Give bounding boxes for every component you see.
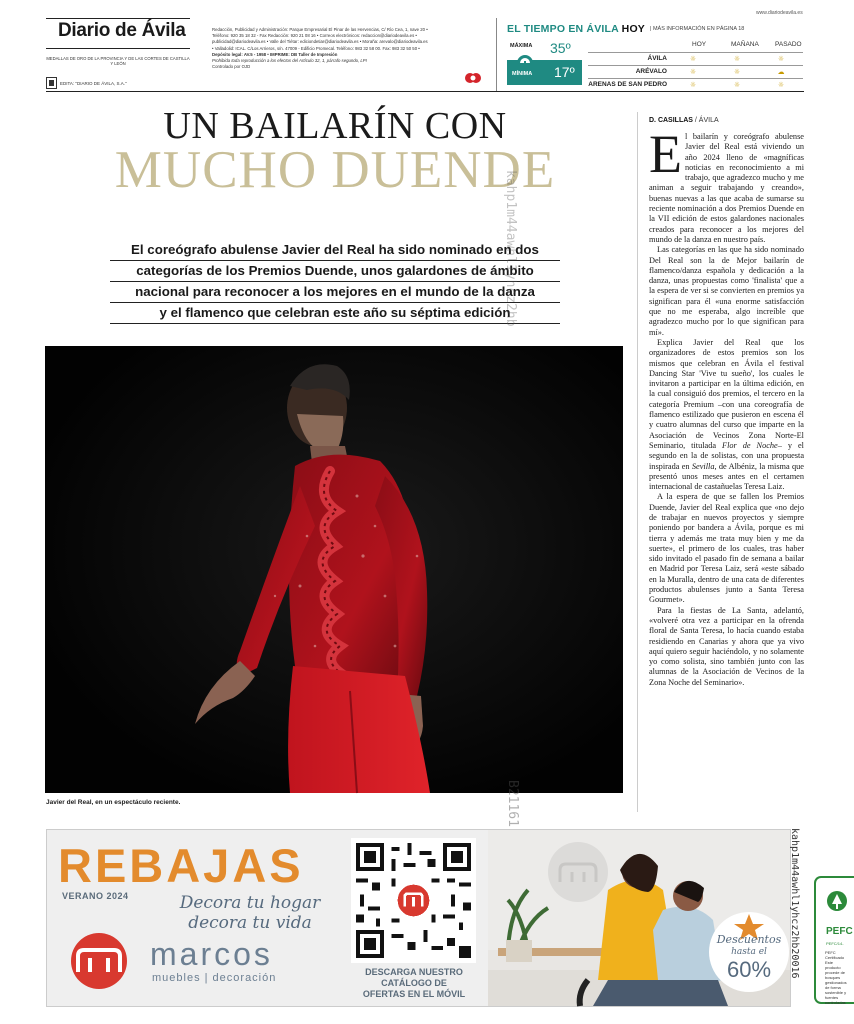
ad-rebajas: REBAJAS <box>58 839 304 892</box>
article-paragraph: Para la fiestas de La Santa, adelantó, «volveré otra vez a participar en la ofrenda floral de Santa Teresa, lo hacía cuando estaba residiendo en Canarias y ahora que ya vivo aquí quiero seguir haciéndolo, y no solamente yo como solista, sino también junto con las alumnas de la Asociación de Vecinos de la Zona Noche del Seminario». <box>649 605 804 687</box>
byline-author: D. CASILLAS <box>649 117 693 124</box>
info-line: Prohibida toda reproducción a los efectos del Artículo 32, 1, párrafo segundo, LPI <box>212 58 367 64</box>
ad-download-line: CATÁLOGO DE <box>381 978 447 988</box>
byline <box>649 117 719 124</box>
edita-row <box>46 76 190 90</box>
info-line: Teléfono: 920 35 18 32 - Fax Redacción: 920 21 08 16 • Correos electrónicos: redaccion@diariodeavila.es • <box>212 33 417 39</box>
pefc-sub: PEFC/14- <box>826 941 844 946</box>
weather-more-info: | MÁS INFORMACIÓN EN PÁGINA 18 <box>650 26 745 32</box>
sun-icon: ☼ <box>689 80 697 89</box>
weather-col-after: PASADO <box>775 41 802 48</box>
article-paragraph <box>649 338 804 492</box>
ad-slogan-line: Decora tu hogar <box>179 893 321 913</box>
ad-verano: VERANO 2024 <box>62 891 129 901</box>
qr-code-icon <box>356 843 471 958</box>
badge-value: 60% <box>726 957 772 982</box>
watermark-side: kahp1m44awhl1yhcz2hb20016 <box>789 828 800 979</box>
badge-line: hasta el <box>731 947 767 957</box>
weather-city: ARÉVALO <box>635 68 667 75</box>
badge-line: Descuentos <box>716 933 782 946</box>
ad-download-line: OFERTAS EN EL MÓVIL <box>362 989 466 999</box>
newspaper-logo[interactable]: Diario de Ávila <box>58 20 186 41</box>
watermark-mid: B21161 <box>505 780 520 827</box>
article-paragraph: A la espera de que se fallen los Premios Duende, Javier del Real explica que «no dejo de trabajar en nuevos proyectos y siempre poniendo por bandera a Ávila, porque es mi tierra y además me trata muy bien y me da suerte», el primero de los cuales, tras haber sido invitado el pasado fin de semana a bailar en Madrid por Teresa Laiz, será «este sábado en la Muralla, dentro de una cata de diferentes productos abulenses junto a Santa Teresa Gourmet». <box>649 492 804 605</box>
sun-icon: ☼ <box>777 80 785 89</box>
sun-icon: ☼ <box>733 54 741 63</box>
pefc-text: PEFC Certificado Este producto procede de bosques gestionados de forma sostenible y fuentes controladas <box>825 950 847 1005</box>
photo-caption: Javier del Real, en un espectáculo reciente. <box>46 799 181 806</box>
work-title: Flor de Noche <box>722 440 778 450</box>
site-url[interactable]: www.diariodeavila.es <box>756 10 803 16</box>
weather-row <box>588 65 803 77</box>
paragraph-text: Explica Javier del Real que los organizadores de estos premios son los mismos que celebran en Ávila el festival Dancing Star 'Vive tu sueño', los cuales le invitaron a participar en la última edición, en la cual consiguió dos premios, el tercero en la categoría Premium –con una coreografía de flamenco estilizado que pusieron en escena él y cuatro alumnas del curso que imparte en la Asociación de Vecinos Zona Norte-El Seminario, titulada <box>649 337 804 450</box>
subhead-line: nacional para reconocer a los mejores en el mundo de la danza <box>110 282 560 303</box>
weather-row <box>588 52 803 64</box>
marcos-logo-icon <box>60 932 138 990</box>
header-bottom-rule <box>46 91 804 92</box>
paragraph-text: , de Albéniz, la misma que presentó unos meses antes en el certamen internacional de castañuelas Teresa Laiz. <box>649 461 804 492</box>
qr-code[interactable] <box>351 838 476 963</box>
cloud-sun-icon: ☁ <box>777 67 785 76</box>
subhead-line: categorías de los Premios Duende, unos galardones de ámbito <box>110 261 560 282</box>
sun-icon: ☼ <box>777 54 785 63</box>
pefc-tree-icon <box>826 890 848 920</box>
weather-min-value: 17º <box>554 64 575 80</box>
weather-city: ARENAS DE SAN PEDRO <box>588 81 667 88</box>
ad-download-text <box>340 967 488 1000</box>
ad-slogan <box>160 893 340 933</box>
weather-max-label: MÁXIMA <box>510 43 533 49</box>
weather-today-label: HOY <box>621 23 646 35</box>
discount-badge <box>707 910 791 994</box>
ad-download-line: DESCARGA NUESTRO <box>365 967 463 977</box>
header-divider <box>496 18 497 92</box>
weather-city: ÁVILA <box>647 55 667 62</box>
byline-place: / ÁVILA <box>694 117 719 124</box>
edita-text: EDITA: "DIARIO DE ÁVILA, S.A." <box>60 80 127 86</box>
weather-max-value: 35º <box>550 40 571 56</box>
headline-line1: UN BAILARÍN CON <box>163 105 507 147</box>
info-line: • Valladolid: ICAL. C/Los Arrieros, s/n. 47009 - Edificio Promecal. Teléfono: 983 32 58 00. Fax: 983 32 50 50 • <box>212 45 420 51</box>
weather-title <box>507 23 645 35</box>
info-line: Depósito legal: AV.5 - 1958 • IMPRIME: DB Taller de Impresión <box>212 51 338 57</box>
ojd-logo-icon <box>464 72 482 84</box>
column-rule <box>637 112 638 812</box>
subhead-line: El coreógrafo abulense Javier del Real ha sido nominado en dos <box>110 240 560 261</box>
medals-text: MEDALLAS DE ORO DE LA PROVINCIA Y DE LAS CORTES DE CASTILLA Y LEÓN <box>46 56 190 66</box>
watermark-top: kahp1m44awhl1yhcz2hb <box>503 170 518 327</box>
building-icon <box>46 77 57 89</box>
info-line: Redacción, Publicidad y Administración: Parque Empresarial El Pinar de las Hervencias, C/ Río Cea, 1, nave 20 • <box>212 27 428 32</box>
article-paragraph <box>649 124 804 245</box>
sun-icon: ☼ <box>689 67 697 76</box>
ad-slogan-line: decora tu vida <box>188 913 312 933</box>
article-paragraph: Las categorías en las que ha sido nominado Del Real son la de Mejor bailarín de flamenco/danza española y dedicación a la danza, unas propuestas como 'finalista' que a la espera de ver si se convierten en premios ya significan para él «una enorme satisfacción que no me esperaba, algo increíble que agradezco mucho por lo que significan para mí». <box>649 245 804 337</box>
pefc-label: PEFC <box>826 926 853 937</box>
weather-col-today: HOY <box>692 41 707 48</box>
sun-icon: ☼ <box>733 80 741 89</box>
logo-rule-bottom <box>46 48 190 49</box>
masthead-info <box>212 27 488 70</box>
dancer-illustration <box>45 346 623 793</box>
weather-col-tomorrow: MAÑANA <box>731 41 759 48</box>
subhead <box>110 240 560 324</box>
weather-row <box>588 78 803 90</box>
subhead-line: y el flamenco que celebran este año su séptima edición <box>110 303 560 324</box>
weather-min-label: MÍNIMA <box>512 71 533 77</box>
ad-brand-sub: muebles | decoración <box>152 972 277 984</box>
ad-brand: marcos <box>150 936 273 972</box>
headline-line2: MUCHO DUENDE <box>114 141 556 199</box>
dancer-photo <box>45 346 623 793</box>
sun-icon: ☼ <box>733 67 741 76</box>
info-line: publicidad@diariodeavila.es • Valle del Tiétar: ediciondetiar@diariodeavila.es • Moraña: arevalo@diariodeavila.es <box>212 39 428 45</box>
paragraph-text: – y el segundo en la de solistas, con una propuesta inspirada en <box>649 440 804 471</box>
paragraph-text: l bailarín y coreógrafo abulense Javier del Real está viviendo un año 2024 lleno de «magníficas noticias en reconocimiento a mi trabajo, que agradezco mucho y me animan a seguir trabajando y creando», buenas nuevas a las que acaba de sumarse su reciente nominación a dos Premios Duende en la VII edición de estos galardones nacionales creados para reconocer a los mejores del mundo de la danza en nuestro país. <box>649 132 804 244</box>
weather-title-text: EL TIEMPO EN ÁVILA <box>507 23 619 35</box>
work-title: Sevilla <box>691 461 715 471</box>
logo-rule-top <box>46 18 190 19</box>
thermometer-icon <box>515 51 535 69</box>
article-body <box>649 124 804 688</box>
sun-icon: ☼ <box>689 54 697 63</box>
info-line: Controlado por OJD <box>212 64 251 70</box>
dropcap: E <box>649 124 682 184</box>
